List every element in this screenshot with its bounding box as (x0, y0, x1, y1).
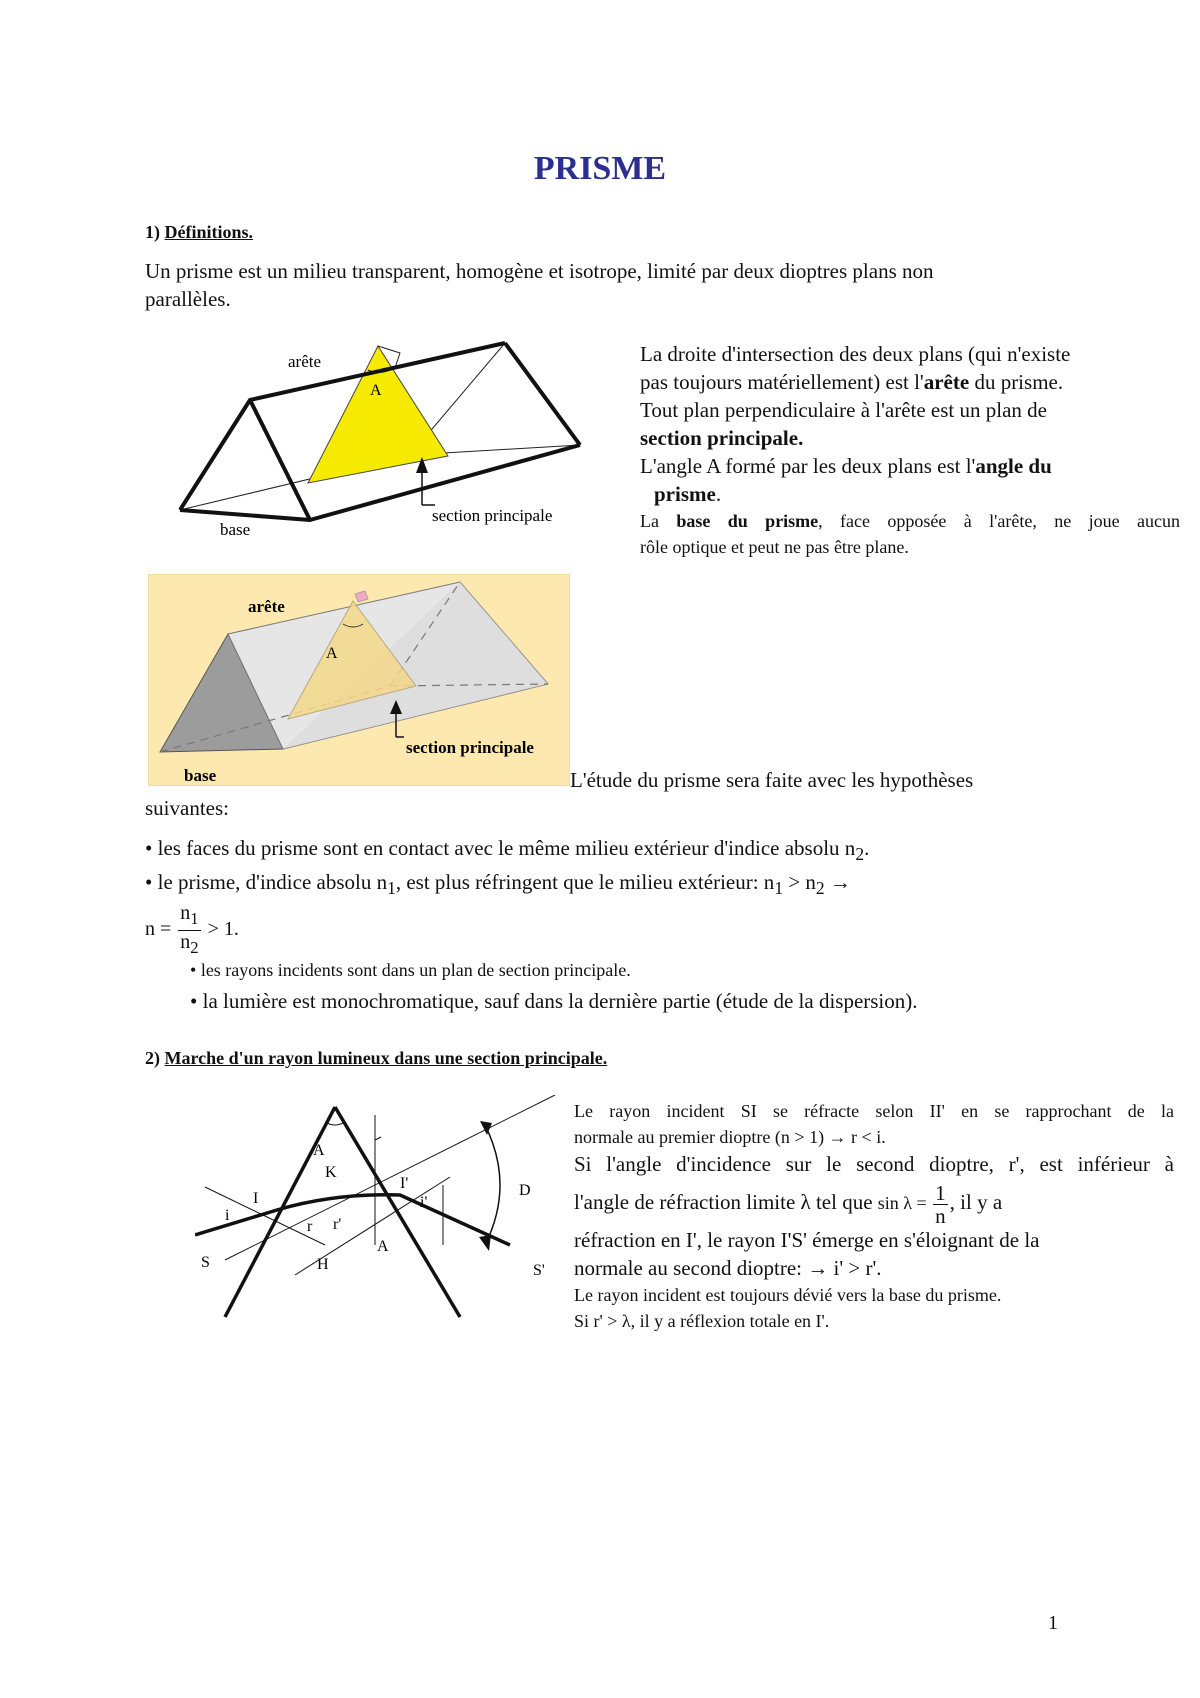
label-S-prime: S' (533, 1262, 545, 1279)
def-line-2: pas toujours matériellement) est l'arête du prisme. (640, 370, 1064, 394)
label-A-bottom: A (377, 1238, 389, 1255)
label-i: i (225, 1207, 230, 1224)
bullet-2: • (145, 870, 153, 894)
section2-heading (145, 1048, 607, 1069)
ray-line-4: l'angle de réfraction limite λ tel que sin λ = $\frac{1}{n}$ , il y a (574, 1180, 1003, 1228)
ray-explanation (574, 1098, 1174, 1334)
intro-line-2: parallèles. (145, 287, 231, 311)
ray-line-5: réfraction en I', le rayon I'S' émerge en s'éloignant de la (574, 1228, 1040, 1252)
study-line-1: L'étude du prisme sera faite avec les hypothèses (570, 768, 974, 792)
def-line-8: rôle optique et peut ne pas être plane. (640, 537, 909, 557)
label-arete-2: arête (248, 597, 285, 616)
section2-number: 2) (145, 1048, 160, 1068)
ray-line-2: normale au premier dioptre (n > 1) → r < i. (574, 1127, 886, 1147)
normal-1 (205, 1187, 325, 1245)
label-section-principale-2: section principale (406, 738, 534, 757)
label-base: base (220, 520, 251, 539)
hypothesis-1: • les faces du prisme sont en contact avec le même milieu extérieur d'indice absolu $n_2$. (145, 836, 870, 865)
def-line-5: L'angle A formé par les deux plans est l'angle du (640, 454, 1052, 478)
extended-ray (225, 1095, 555, 1260)
front-face (180, 400, 310, 520)
hypothesis-4: • la lumière est monochromatique, sauf dans la dernière partie (étude de la dispersion). (190, 989, 918, 1013)
section-principale-triangle (308, 346, 448, 483)
label-base-2: base (184, 766, 217, 785)
section1-number: 1) (145, 222, 160, 242)
ray-line-8: Si r' > λ, il y a réflexion totale en I'. (574, 1311, 830, 1331)
label-A-top: A (313, 1142, 325, 1159)
term-arete: arête (923, 370, 970, 394)
section2-title: Marche d'un rayon lumineux dans une section principale. (164, 1048, 608, 1068)
page-number: 1 (1048, 1612, 1058, 1634)
label-section-principale: section principale (432, 506, 553, 525)
label-D: D (519, 1182, 531, 1199)
definitions-text (640, 340, 1180, 560)
def-line-1: La droite d'intersection des deux plans (qui n'existe (640, 342, 1071, 366)
label-I: I (253, 1190, 259, 1207)
label-I-prime: I' (400, 1175, 409, 1192)
label-S: S (201, 1254, 210, 1271)
bullet-3: • (190, 960, 197, 980)
def-line-3: Tout plan perpendiculaire à l'arête est un plan de (640, 398, 1047, 422)
bullet-1: • (145, 836, 153, 860)
section1-title: Définitions. (164, 222, 254, 242)
deviation-arc (485, 1125, 500, 1245)
label-angle-A: A (370, 382, 382, 399)
bullet-4: • (190, 989, 198, 1013)
label-r: r (307, 1218, 313, 1235)
hypothesis-2: • le prisme, d'indice absolu $n_1$, est plus réfringent que le milieu extérieur: $n_1 > n_2$ → (145, 870, 851, 899)
intro-line-1: Un prisme est un milieu transparent, homogène et isotrope, limité par deux dioptres plans non (145, 259, 934, 283)
prism-figure-2 (148, 574, 570, 786)
term-base: base du prisme (676, 511, 819, 531)
limit-angle-fraction: $\frac{1}{n}$ (935, 1180, 946, 1228)
light-ray (195, 1195, 510, 1245)
index-fraction: $\frac{n_1}{n_2}$ (180, 902, 199, 957)
term-angle: angle du (975, 454, 1052, 478)
ray-diagram (195, 1095, 565, 1325)
ray-line-1: Le rayon incident SI se réfracte selon II' en se rapprochant de la (574, 1101, 1174, 1121)
label-K: K (325, 1164, 337, 1181)
index-formula: n = $\frac{n_1}{n_2}$ > 1. (145, 902, 239, 957)
first-dioptre (225, 1107, 335, 1317)
section1-heading (145, 222, 253, 243)
ray-line-3: Si l'angle d'incidence sur le second dioptre, r', est inférieur à (574, 1152, 1174, 1176)
label-angle-A-2: A (326, 645, 338, 662)
page-title: PRISME (533, 150, 667, 187)
prism-figure-1 (170, 335, 590, 555)
def-line-7: La base du prisme, face opposée à l'arête, ne joue aucun (640, 511, 1180, 531)
label-arete: arête (288, 352, 322, 371)
ray-line-7: Le rayon incident est toujours dévié vers la base du prisme. (574, 1285, 1002, 1305)
hypothesis-3: • les rayons incidents sont dans un plan de section principale. (190, 960, 631, 980)
label-i-prime: i' (420, 1194, 428, 1211)
study-line-2: suivantes: (145, 796, 229, 820)
ray-line-6: normale au second dioptre: → i' > r'. (574, 1256, 882, 1280)
label-r-prime: r' (333, 1216, 342, 1233)
label-H: H (317, 1256, 329, 1273)
def-line-6: prisme. (654, 482, 722, 506)
term-section-principale: section principale. (640, 426, 804, 450)
